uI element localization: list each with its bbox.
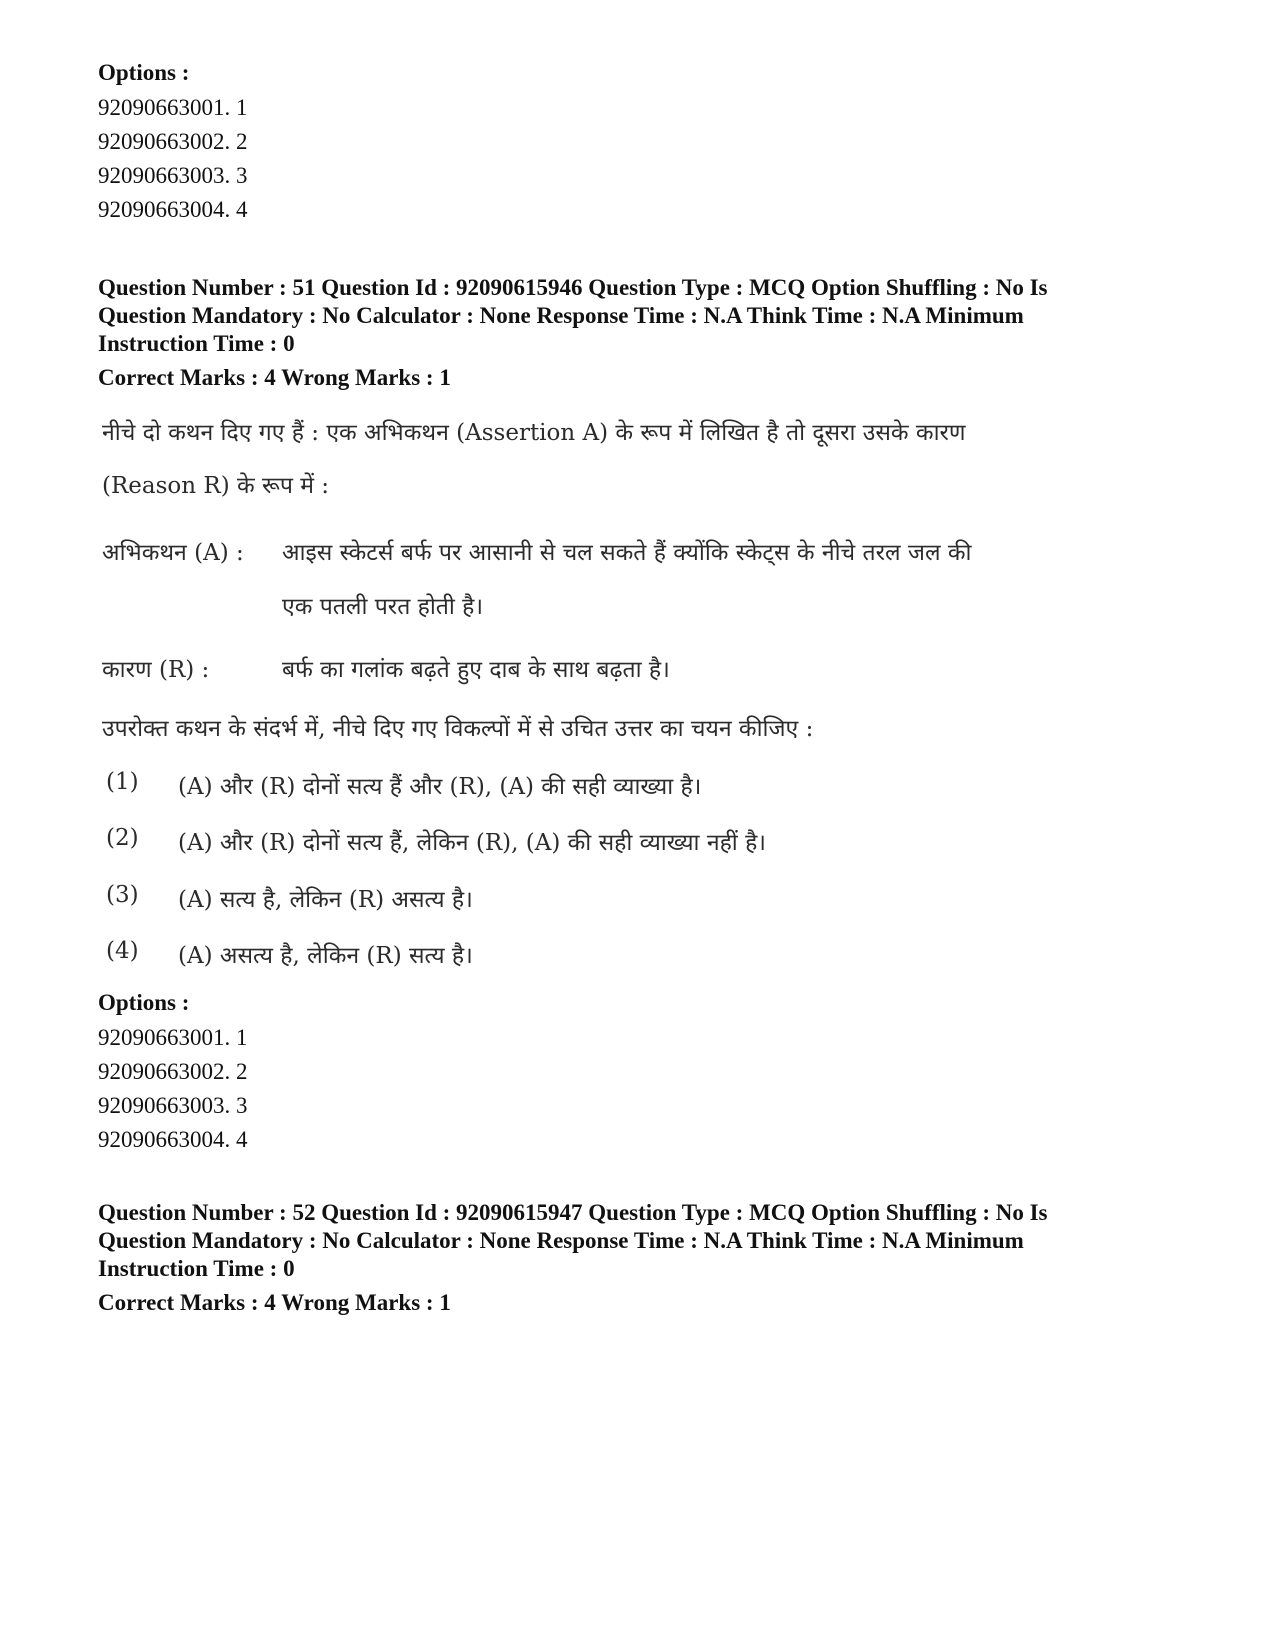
option-item: 92090663002. 2	[98, 1059, 248, 1084]
option-item: 92090663001. 1	[98, 1025, 248, 1050]
q51-marks: Correct Marks : 4 Wrong Marks : 1	[98, 365, 451, 390]
q52-meta-line3: Instruction Time : 0	[98, 1256, 295, 1281]
options-heading: Options :	[98, 990, 190, 1015]
q52-meta-line1: Question Number : 52 Question Id : 92090615947 Question Type : MCQ Option Shuffling : No Is	[98, 1200, 1048, 1225]
options-heading: Options :	[98, 60, 190, 85]
q51-choice-text: (A) सत्य है, लेकिन (R) असत्य है।	[178, 887, 473, 913]
q52-meta-line2: Question Mandatory : No Calculator : None Response Time : N.A Think Time : N.A Minimum	[98, 1228, 1024, 1253]
q51-meta-line1: Question Number : 51 Question Id : 92090615946 Question Type : MCQ Option Shuffling : No Is	[98, 275, 1048, 300]
q51-choice-num: (4)	[106, 938, 139, 964]
q51-choice-text: (A) और (R) दोनों सत्य हैं, लेकिन (R), (A) की सही व्याख्या नहीं है।	[178, 830, 767, 856]
q52-marks: Correct Marks : 4 Wrong Marks : 1	[98, 1290, 451, 1315]
q51-assertion-line1: आइस स्केटर्स बर्फ पर आसानी से चल सकते हैं क्योंकि स्केट्स के नीचे तरल जल की	[282, 540, 972, 566]
q51-choice-num: (3)	[106, 882, 139, 908]
top-options-block	[98, 59, 248, 227]
option-item: 92090663003. 3	[98, 163, 248, 188]
option-item: 92090663002. 2	[98, 129, 248, 154]
q51-meta-line3: Instruction Time : 0	[98, 331, 295, 356]
option-item: 92090663004. 4	[98, 1127, 248, 1152]
q51-choice-num: (1)	[106, 769, 139, 795]
q51-reason-label: कारण (R) :	[102, 657, 210, 683]
option-item: 92090663003. 3	[98, 1093, 248, 1118]
q51-reason-text: बर्फ का गलांक बढ़ते हुए दाब के साथ बढ़ता है।	[282, 657, 670, 683]
option-item: 92090663004. 4	[98, 197, 248, 222]
q51-choice-text: (A) और (R) दोनों सत्य हैं और (R), (A) की सही व्याख्या है।	[178, 774, 702, 800]
q51-meta	[98, 274, 1158, 392]
q51-options-block	[98, 989, 248, 1157]
option-item: 92090663001. 1	[98, 95, 248, 120]
q51-intro-line2: (Reason R) के रूप में :	[102, 473, 330, 499]
q51-intro-line1: नीचे दो कथन दिए गए हैं : एक अभिकथन (Assertion A) के रूप में लिखित है तो दूसरा उसके कारण	[102, 420, 966, 446]
q51-choice-num: (2)	[106, 825, 139, 851]
q52-meta	[98, 1199, 1158, 1317]
q51-instruction: उपरोक्त कथन के संदर्भ में, नीचे दिए गए विकल्पों में से उचित उत्तर का चयन कीजिए :	[102, 716, 814, 742]
q51-meta-line2: Question Mandatory : No Calculator : None Response Time : N.A Think Time : N.A Minimum	[98, 303, 1024, 328]
q51-choice-text: (A) असत्य है, लेकिन (R) सत्य है।	[178, 943, 473, 969]
q51-assertion-line2: एक पतली परत होती है।	[282, 594, 484, 620]
q51-assertion-label: अभिकथन (A) :	[102, 540, 244, 566]
